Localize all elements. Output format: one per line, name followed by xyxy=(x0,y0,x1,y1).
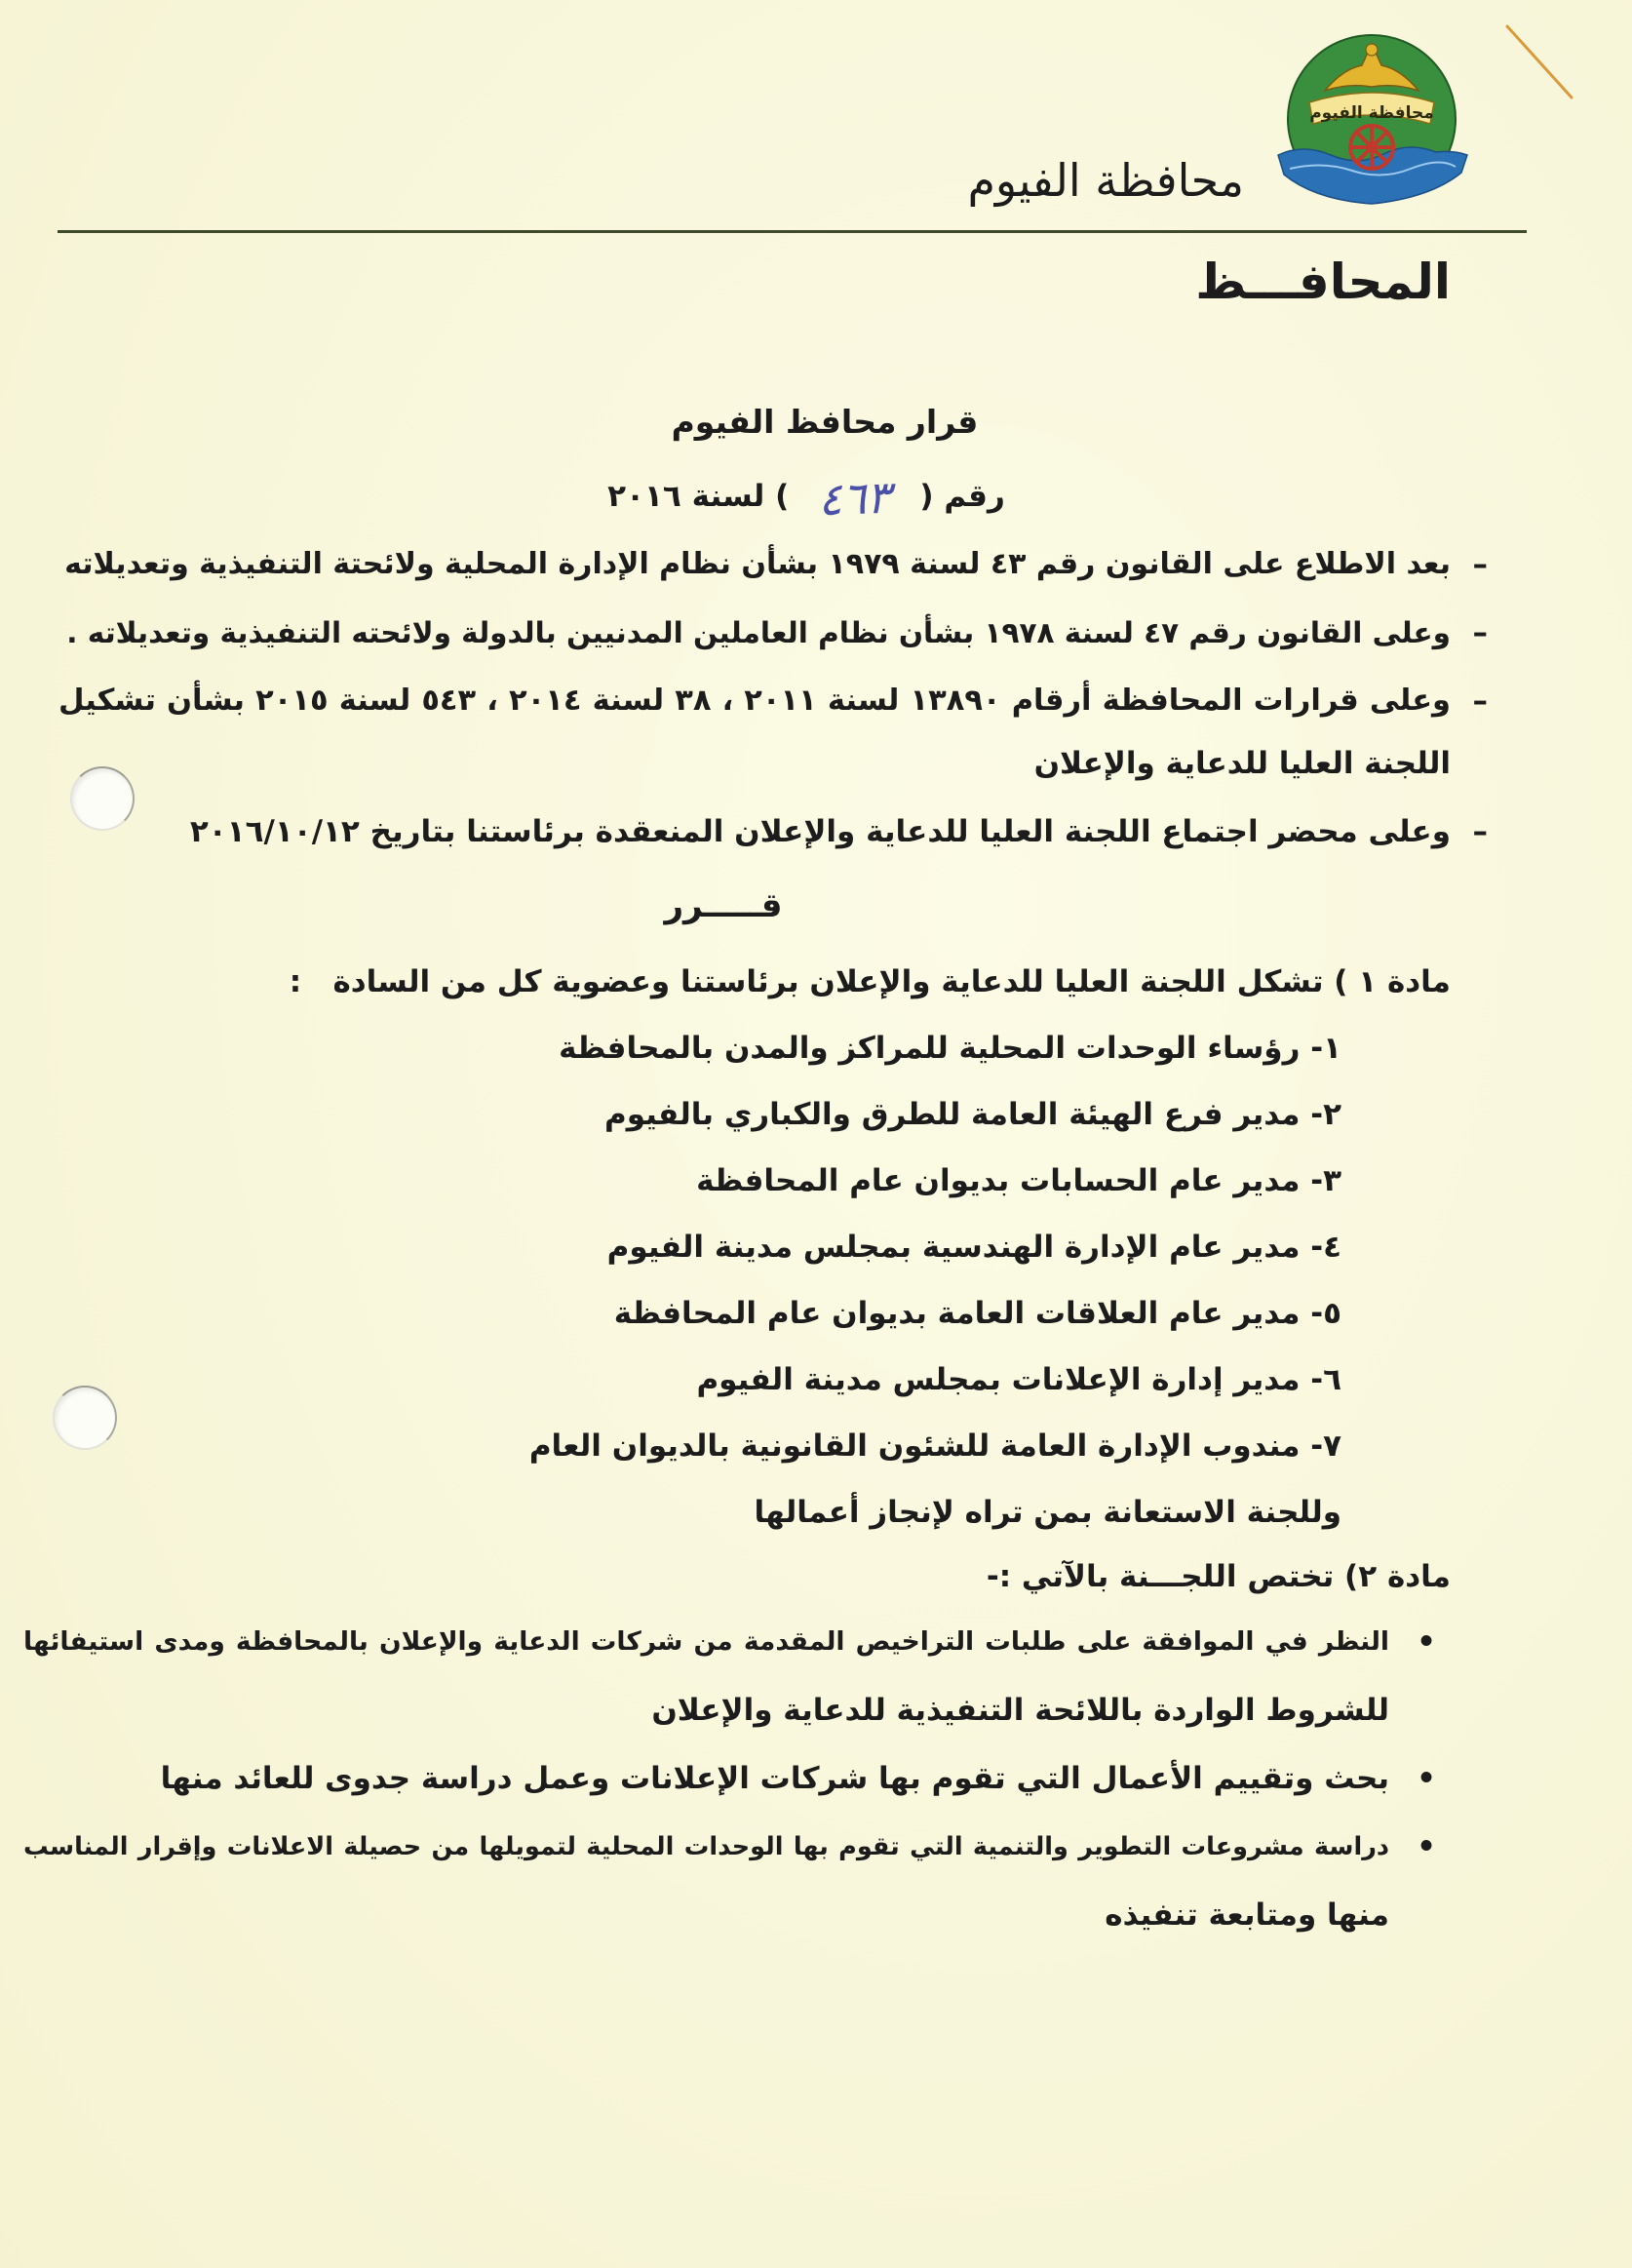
bullet-marker: • xyxy=(1417,1829,1436,1864)
committee-assistance-note: وللجنة الاستعانة بمن تراه لإنجاز أعمالها xyxy=(754,1495,1341,1530)
dash-marker: – xyxy=(1472,814,1488,849)
preamble-item xyxy=(58,670,1488,795)
committee-members-list xyxy=(0,1015,1632,1545)
emblem-lettering: محافظة الفيوم xyxy=(1309,103,1434,123)
bullet-marker: • xyxy=(1417,1624,1436,1660)
decree-number-prefix: رقم ( xyxy=(919,479,1005,514)
preamble-line: وعلى قرارات المحافظة أرقام ١٣٨٩٠ لسنة ٢٠١١ ، ٣٨ لسنة ٢٠١٤ ، ٥٤٣ لسنة ٢٠١٥ بشأن تشكيل xyxy=(58,684,1451,718)
member-item: ٣- مدير عام الحسابات بديوان عام المحافظة xyxy=(696,1163,1341,1198)
decree-title: قرار محافظ الفيوم xyxy=(671,403,979,441)
member-item: ٧- مندوب الإدارة العامة للشئون القانونية بالديوان العام xyxy=(528,1428,1341,1464)
member-item: ١- رؤساء الوحدات المحلية للمراكز والمدن بالمحافظة xyxy=(559,1031,1341,1066)
preamble-line: وعلى القانون رقم ٤٧ لسنة ١٩٧٨ بشأن نظام العاملين المدنيين بالدولة ولائحته التنفيذية وتعديلاته . xyxy=(66,616,1451,649)
handwritten-decree-number: ٤٦٣ xyxy=(817,470,892,526)
duty-line: بحث وتقييم الأعمال التي تقوم بها شركات الإعلانات وعمل دراسة جدوى للعائد منها xyxy=(160,1761,1389,1796)
office-title: المحافـــظ xyxy=(1195,254,1451,310)
duty-item xyxy=(23,1744,1436,1813)
duty-line: النظر في الموافقة على طلبات التراخيص المقدمة من شركات الدعاية والإعلان بالمحافظة ومدى استيفائها xyxy=(23,1626,1389,1657)
preamble-item xyxy=(58,533,1488,596)
duty-item xyxy=(23,1813,1436,1949)
article-2-heading: مادة ٢) تختص اللجـــنة بالآتي :- xyxy=(986,1559,1451,1594)
member-item: ٥- مدير عام العلاقات العامة بديوان عام المحافظة xyxy=(613,1296,1341,1331)
committee-duties-list xyxy=(0,1608,1632,1949)
governorate-name: محافظة الفيوم xyxy=(967,154,1244,207)
dash-marker: – xyxy=(1472,684,1488,719)
duty-line: منها ومتابعة تنفيذه xyxy=(1105,1897,1389,1933)
duty-line: دراسة مشروعات التطوير والتنمية التي تقوم بها الوحدات المحلية لتمويلها من حصيلة الاعلانات وإقرار المناسب xyxy=(23,1832,1389,1861)
preamble-item xyxy=(58,602,1488,664)
header-divider xyxy=(58,230,1527,233)
member-item: ٤- مدير عام الإدارة الهندسية بمجلس مدينة الفيوم xyxy=(606,1230,1341,1265)
dash-marker: – xyxy=(1472,547,1488,582)
preamble-line: وعلى محضر اجتماع اللجنة العليا للدعاية والإعلان المنعقدة برئاستنا بتاريخ ٢٠١٦/١٠/١٢ xyxy=(189,814,1451,849)
preamble-line: بعد الاطلاع على القانون رقم ٤٣ لسنة ١٩٧٩ بشأن نظام الإدارة المحلية ولائحتة التنفيذية وتعديلاته xyxy=(64,547,1451,581)
dash-marker: – xyxy=(1472,615,1488,650)
preamble-list xyxy=(0,533,1632,863)
duty-line: للشروط الواردة باللائحة التنفيذية للدعاية والإعلان xyxy=(651,1693,1389,1728)
article-1-heading: مادة ١ ) تشكل اللجنة العليا للدعاية والإعلان برئاستنا وعضوية كل من السادة : xyxy=(289,964,1451,999)
duty-item xyxy=(23,1608,1436,1744)
bullet-marker: • xyxy=(1417,1761,1436,1796)
decision-heading: قـــــرر xyxy=(664,886,783,925)
member-item: ٢- مدير فرع الهيئة العامة للطرق والكباري بالفيوم xyxy=(603,1097,1341,1132)
preamble-item xyxy=(58,801,1488,863)
decree-body xyxy=(0,385,1632,1949)
decree-number-line xyxy=(0,459,1632,533)
decree-year: ) لسنة ٢٠١٦ xyxy=(607,479,790,514)
preamble-line: اللجنة العليا للدعاية والإعلان xyxy=(1033,746,1451,781)
member-item: ٦- مدير إدارة الإعلانات بمجلس مدينة الفيوم xyxy=(696,1362,1341,1397)
scan-mark xyxy=(1501,20,1579,107)
governorate-emblem-icon xyxy=(1274,26,1469,221)
